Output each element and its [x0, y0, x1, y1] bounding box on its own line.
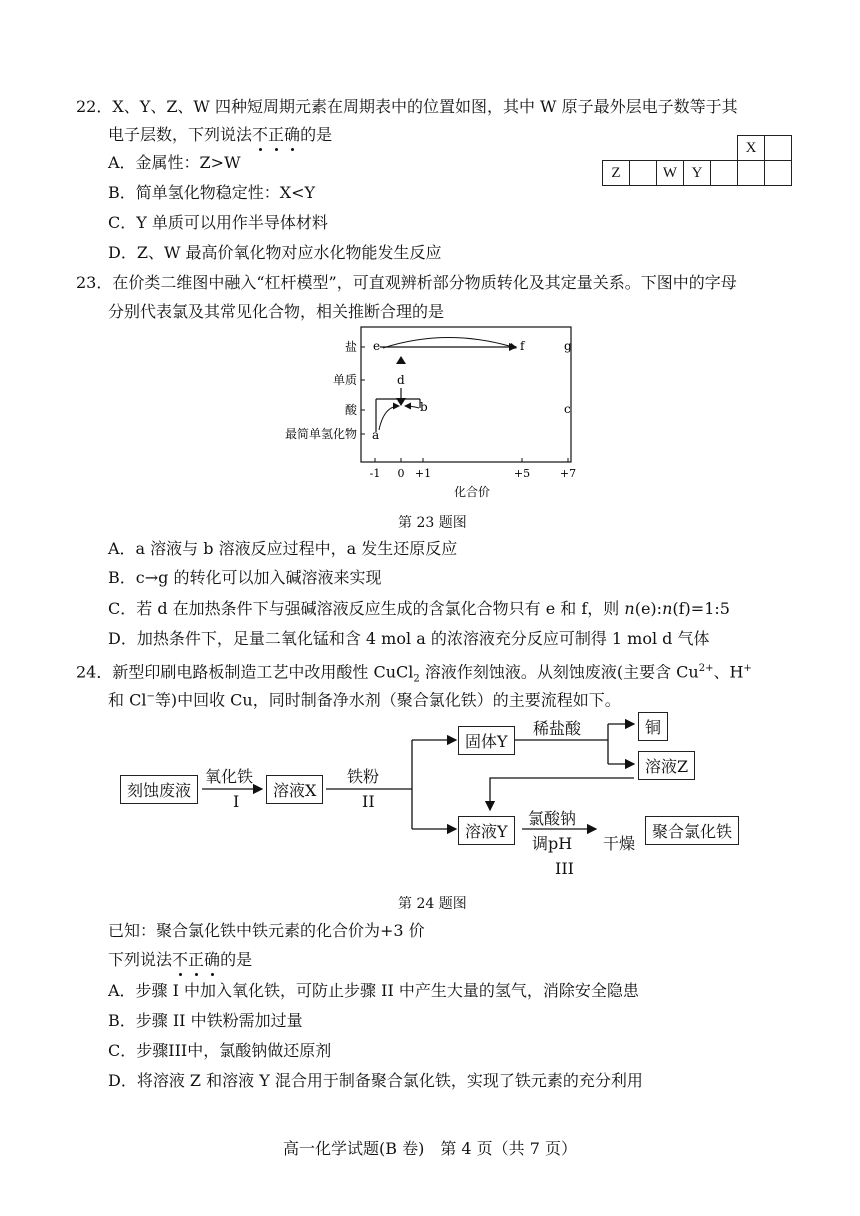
- x-tick-label: +7: [559, 467, 577, 480]
- q23-option-c-ratio: (f)=1:5: [672, 599, 730, 618]
- q22-stem-text: 电子层数，下列说法: [108, 125, 253, 144]
- q23-stem-line1: 23．在价类二维图中融入“杠杆模型”，可直观辨析部分物质转化及其定量关系。下图中的字母: [76, 273, 737, 292]
- emphasis-char: 确: [284, 125, 301, 144]
- reagent-hcl: 稀盐酸: [533, 719, 582, 738]
- arc-b: [405, 406, 419, 408]
- q24-stem-text: 、H: [713, 662, 744, 682]
- periodic-table-cell: [738, 161, 765, 186]
- periodic-table-cell: [630, 136, 657, 161]
- node-solid-y: 固体Y: [458, 726, 515, 755]
- q24-option-c: C．步骤III中，氯酸钠做还原剂: [108, 1041, 332, 1060]
- q24-emphasis: [172, 950, 220, 969]
- arc-a: [379, 406, 399, 430]
- periodic-table-cell: [657, 136, 684, 161]
- periodic-table-fragment: [602, 135, 792, 186]
- step-2-label: II: [362, 792, 375, 811]
- q24-stem-text: 溶液作刻蚀液。从刻蚀废液(主要含 Cu: [419, 662, 699, 682]
- periodic-table-row-2: [603, 161, 792, 186]
- q24-option-d: D．将溶液 Z 和溶液 Y 混合用于制备聚合氯化铁，实现了铁元素的充分利用: [108, 1071, 643, 1090]
- q23-stem-line2: 分别代表氯及其常见化合物，相关推断合理的是: [108, 302, 445, 321]
- periodic-table-cell: Y: [684, 161, 711, 186]
- periodic-table-cell: [765, 136, 792, 161]
- q23-caption: 第 23 题图: [398, 515, 467, 531]
- node-solution-y: 溶液Y: [458, 816, 515, 845]
- q23-option-b: B．c→g 的转化可以加入碱溶液来实现: [108, 568, 382, 587]
- q24-option-a: A．步骤 I 中加入氧化铁，可防止步骤 II 中产生大量的氢气，消除安全隐患: [108, 981, 639, 1000]
- superscript: +: [743, 663, 752, 674]
- periodic-table-cell: [630, 161, 657, 186]
- q24-ask-text: 下列说法: [108, 950, 173, 969]
- q22-option-c: C．Y 单质可以用作半导体材料: [108, 213, 328, 232]
- periodic-table-cell: [765, 161, 792, 186]
- periodic-table-cell: W: [657, 161, 684, 186]
- periodic-table-cell: [711, 161, 738, 186]
- symbol-n: n: [662, 599, 673, 618]
- q24-option-b: B．步骤 II 中铁粉需加过量: [108, 1011, 303, 1030]
- y-label-element: 单质: [332, 373, 357, 387]
- reagent-iron-powder: 铁粉: [347, 767, 380, 786]
- subscript: 2: [413, 673, 420, 685]
- x-tick-label: +1: [414, 467, 432, 480]
- node-product: 聚合氯化铁: [645, 816, 739, 845]
- x-axis-title: 化合价: [453, 485, 491, 499]
- q22-stem-line1: 22．X、Y、Z、W 四种短周期元素在周期表中的位置如图，其中 W 原子最外层电子数等于其: [76, 97, 738, 116]
- q23-option-c-text: C．若 d 在加热条件下与强碱溶液反应生成的含氯化合物只有 e 和 f，则: [108, 599, 625, 618]
- q24-ask: [108, 949, 252, 971]
- q23-option-c: [108, 598, 730, 620]
- page-footer: 高一化学试题(B 卷) 第 4 页（共 7 页）: [283, 1139, 578, 1158]
- emphasis-char: 正: [188, 950, 205, 969]
- x-ticks: [370, 458, 576, 480]
- q22-stem-line2: [108, 124, 332, 146]
- q23-option-c-part: (e):: [634, 599, 663, 618]
- reagent-sodium-chlorate: 氯酸钠: [528, 809, 577, 828]
- emphasis-char: 不: [172, 950, 189, 969]
- q22-emphasis: [252, 125, 300, 144]
- y-label-salt: 盐: [344, 340, 357, 354]
- superscript: −: [146, 691, 155, 702]
- x-tick-label: 0: [397, 467, 405, 480]
- q23-option-d: D．加热条件下，足量二氧化锰和含 4 mol a 的浓溶液充分反应可制得 1 mol d 气体: [108, 629, 710, 648]
- node-solution-z: 溶液Z: [638, 751, 695, 780]
- point-c: c: [564, 402, 571, 416]
- symbol-n: n: [624, 599, 635, 618]
- q24-stem-text: 24．新型印刷电路板制造工艺中改用酸性 CuCl: [76, 662, 414, 682]
- point-f: f: [520, 339, 525, 353]
- point-b: b: [420, 400, 428, 414]
- periodic-table-cell: X: [738, 136, 765, 161]
- q22-stem-end: 的是: [300, 125, 333, 144]
- node-solution-x: 溶液X: [266, 775, 323, 804]
- step-1-label: I: [233, 792, 240, 811]
- emphasis-char: 确: [204, 950, 221, 969]
- emphasis-char: 正: [268, 125, 285, 144]
- q24-ask-end: 的是: [220, 950, 253, 969]
- point-g: g: [564, 339, 572, 353]
- q23-option-a: A．a 溶液与 b 溶液反应过程中，a 发生还原反应: [108, 539, 458, 558]
- y-label-acid: 酸: [344, 403, 357, 417]
- node-copper: 铜: [638, 712, 668, 741]
- q24-known: 已知：聚合氯化铁中铁元素的化合价为+3 价: [108, 921, 425, 940]
- reagent-adjust-ph: 调pH: [532, 834, 573, 853]
- reagent-iron-oxide: 氧化铁: [205, 767, 254, 786]
- y-label-hydride: 最简单氢化物: [284, 427, 357, 441]
- periodic-table-cell: [603, 136, 630, 161]
- superscript: 2+: [698, 663, 714, 674]
- step-3-label: III: [555, 859, 574, 878]
- x-tick-label: -1: [369, 467, 381, 480]
- periodic-table-row-1: [603, 136, 792, 161]
- periodic-table-cell: [711, 136, 738, 161]
- q22-option-d: D．Z、W 最高价氧化物对应水化物能发生反应: [108, 243, 442, 262]
- point-d: d: [397, 373, 405, 387]
- periodic-table-cell: [684, 136, 711, 161]
- arrow-z-to-y: [490, 778, 634, 810]
- point-e: e: [373, 339, 381, 353]
- valence-class-diagram: [280, 322, 590, 507]
- node-etching-waste: 刻蚀废液: [120, 775, 198, 804]
- q22-option-b: B．简单氢化物稳定性：X<Y: [108, 183, 316, 202]
- q22-option-a: A．金属性：Z>W: [108, 153, 241, 172]
- periodic-table-cell: Z: [603, 161, 630, 186]
- emphasis-char: 不: [252, 125, 269, 144]
- x-tick-label: +5: [513, 467, 531, 480]
- q24-stem-text: 和 Cl: [108, 690, 147, 710]
- q24-caption: 第 24 题图: [398, 896, 467, 912]
- point-a: a: [372, 428, 380, 442]
- reagent-dry: 干燥: [603, 834, 636, 853]
- q24-stem-text: 等)中回收 Cu，同时制备净水剂（聚合氯化铁）的主要流程如下。: [154, 690, 621, 710]
- fulcrum-top: [396, 356, 406, 364]
- q24-stem-line2: [108, 686, 621, 711]
